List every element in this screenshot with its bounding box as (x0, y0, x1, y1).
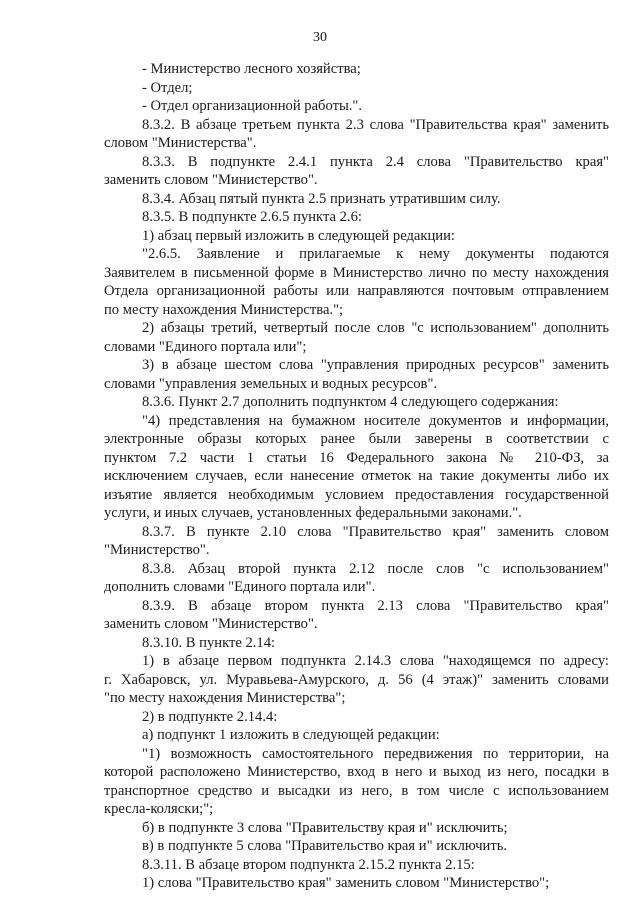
text-line: словом "Министерства". (104, 135, 257, 151)
text-line: "4) представления на бумажном носителе документов и информации, (142, 412, 609, 429)
text-line: 8.3.10. В пункте 2.14: (142, 634, 276, 651)
text-line: которой расположено Министерство, вход в него и выход из него, посадки в (104, 764, 609, 780)
text-line: б) в подпункте 3 слова "Правительству края и" исключить; (142, 819, 508, 836)
text-line: "1) возможность самостоятельного передвижения по территории, на (142, 745, 609, 762)
text-line: изъятие является необходимым условием предоставления государственной (104, 486, 609, 503)
text-line: 8.3.5. В подпункте 2.6.5 пункта 2.6: (142, 209, 362, 225)
text-line: заменить словом "Министерство". (104, 172, 318, 188)
text-line: "2.6.5. Заявление и прилагаемые к нему документы подаются (142, 246, 609, 262)
text-line: 1) в абзаце первом подпункта 2.14.3 слова "находящемся по адресу: (142, 653, 609, 669)
text-line: электронные образы которых ранее были заверены в соответствии с (104, 431, 609, 447)
text-line: Заявителем в письменной форме в Министерство лично по месту нахождения (104, 264, 609, 281)
text-line: 8.3.2. В абзаце третьем пункта 2.3 слова "Правительства края" заменить (142, 116, 609, 133)
text-line: 2) в подпункте 2.14.4: (142, 708, 278, 725)
text-line: а) подпункт 1 изложить в следующей редакции: (142, 727, 440, 743)
text-line: услуги, и иных случаев, установленных федеральными законами.". (104, 505, 522, 521)
text-line: - Министерство лесного хозяйства; (142, 61, 361, 77)
text-line: по месту нахождения Министерства."; (104, 301, 344, 318)
text-line: заменить словом "Министерство". (104, 616, 318, 632)
text-line: пунктом 7.2 части 1 статьи 16 Федерального закона № 210-ФЗ, за (104, 449, 609, 466)
text-line: 8.3.9. В абзаце втором пункта 2.13 слова "Правительство края" (142, 597, 609, 614)
text-line: - Отдел; (142, 79, 193, 96)
text-line: Отдела организационной работы или направляются почтовым отправлением (104, 283, 609, 299)
text-line: в) в подпункте 5 слова "Правительство края и" исключить. (142, 838, 508, 854)
text-line: транспортное средство и высадки из него, в том числе с использованием (104, 782, 609, 799)
text-line: 8.3.3. В подпункте 2.4.1 пункта 2.4 слова "Правительство края" (142, 153, 609, 170)
text-line: дополнить словами "Единого портала или". (104, 579, 376, 595)
text-line: - Отдел организационной работы.". (142, 98, 363, 114)
text-line: 3) в абзаце шестом слова "управления природных ресурсов" заменить (142, 357, 609, 373)
text-line: 8.3.6. Пункт 2.7 дополнить подпунктом 4 следующего содержания: (142, 394, 559, 410)
text-line: исключением случаев, если нанесение отметок на такие документы либо их (104, 468, 609, 484)
text-line: 8.3.11. В абзаце втором подпункта 2.15.2 пункта 2.15: (142, 856, 475, 873)
text-line: 1) абзац первый изложить в следующей редакции: (142, 227, 455, 244)
page-number: 30 (313, 30, 327, 45)
text-line: "Министерство". (104, 542, 210, 558)
text-line: 8.3.8. Абзац второй пункта 2.12 после слов "с использованием" (142, 560, 609, 577)
text-line: 8.3.4. Абзац пятый пункта 2.5 признать утратившим силу. (142, 190, 501, 207)
text-line: 2) абзацы третий, четвертый после слов "с использованием" дополнить (142, 320, 609, 336)
text-line: "по месту нахождения Министерства"; (104, 690, 346, 706)
text-line: словами "Единого портала или"; (104, 338, 307, 355)
text-line: кресла-коляски;"; (104, 801, 214, 817)
document-body (104, 60, 609, 893)
text-line: словами "управления земельных и водных ресурсов". (104, 375, 438, 392)
text-line: г. Хабаровск, ул. Муравьева-Амурского, д. 56 (4 этаж)" заменить словами (104, 671, 609, 688)
text-line: 1) слова "Правительство края" заменить словом "Министерство"; (142, 875, 550, 891)
text-line: 8.3.7. В пункте 2.10 слова "Правительство края" заменить словом (142, 523, 609, 540)
